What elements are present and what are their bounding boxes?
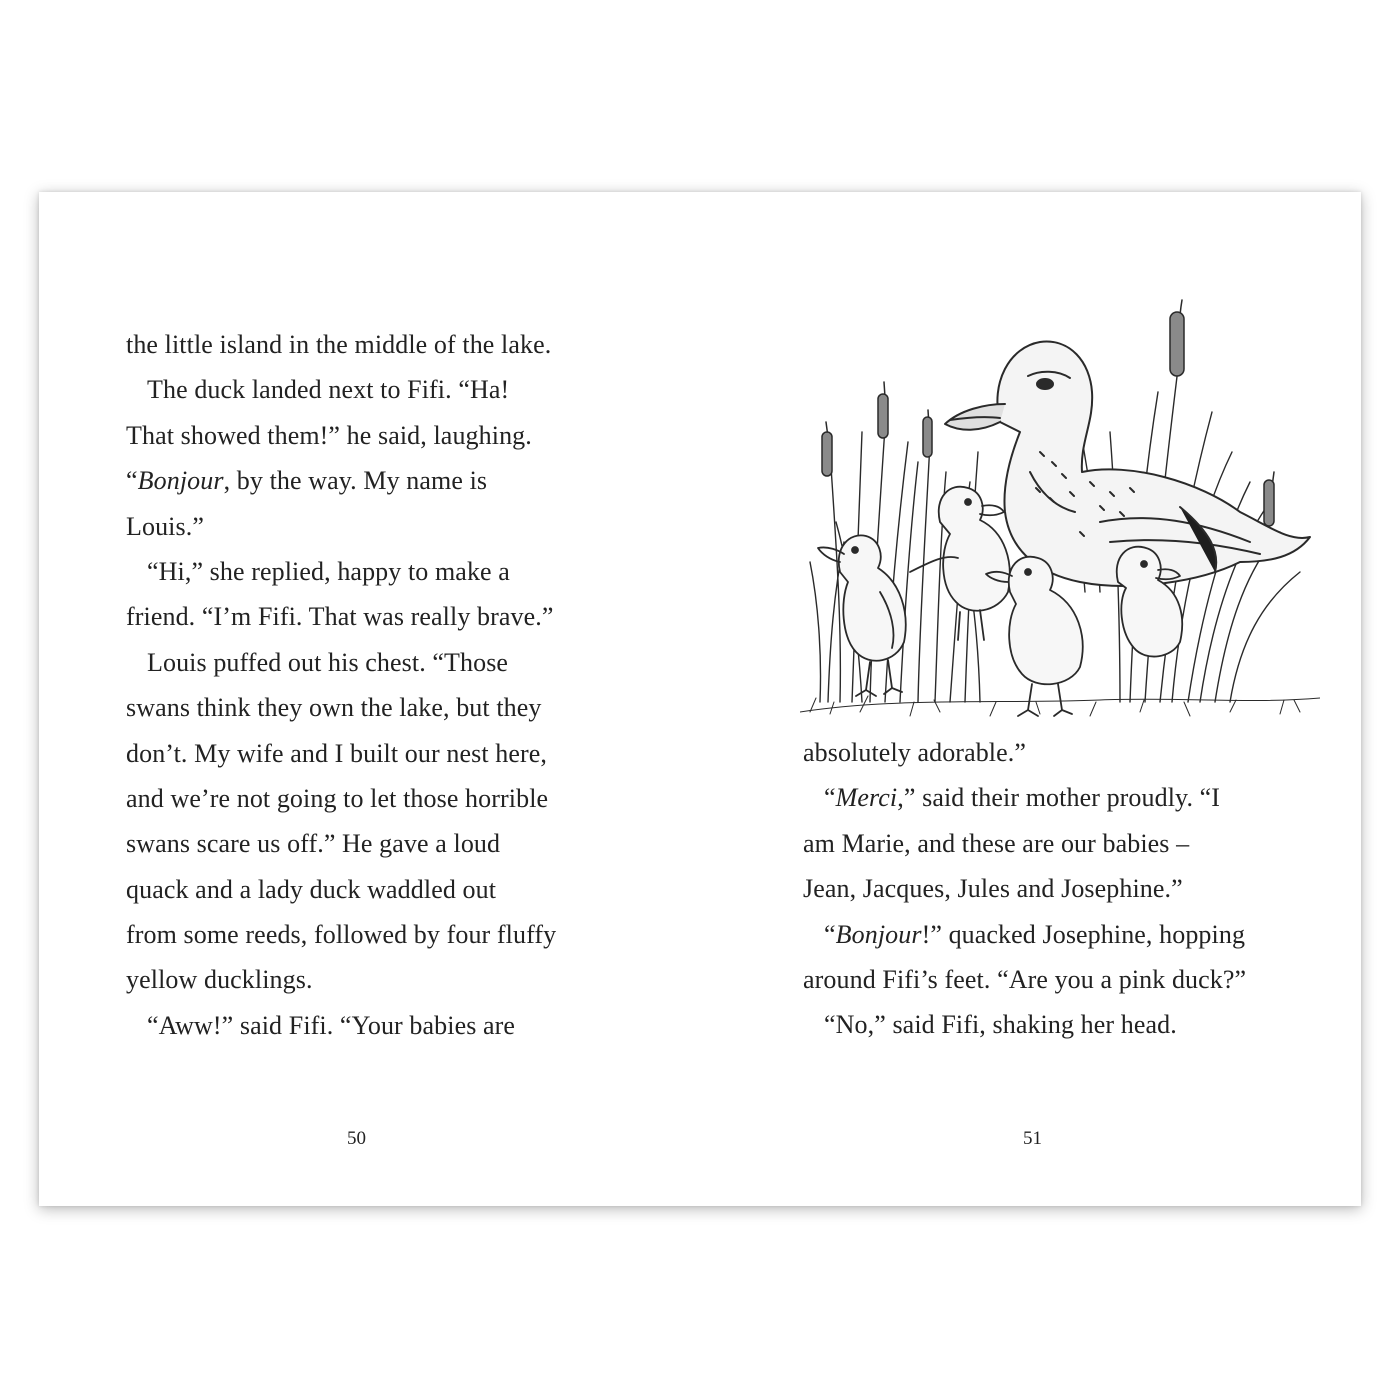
text-segment: “Hi,” she replied, happy to make a [147, 556, 510, 586]
text-line [126, 549, 606, 594]
text-segment: quack and a lady duck waddled out [126, 874, 497, 904]
text-segment: yellow ducklings. [126, 965, 313, 995]
text-line [126, 776, 606, 821]
right-page [700, 192, 1361, 1206]
text-line [803, 775, 1283, 820]
page-number-right: 51 [1023, 1128, 1042, 1149]
text-line [126, 367, 606, 412]
text-segment: “ [824, 783, 836, 813]
left-page-text [126, 322, 606, 1048]
text-segment: am Marie, and these are our babies – [803, 828, 1190, 858]
book-spread [39, 192, 1361, 1206]
text-line [126, 640, 606, 685]
text-segment: That showed them!” he said, laughing. [126, 420, 532, 450]
text-line [126, 957, 606, 1002]
text-segment: “Aww!” said Fifi. “Your babies are [147, 1010, 516, 1040]
duckling-3 [986, 557, 1083, 716]
text-segment: around Fifi’s feet. “Are you a pink duck?” [803, 964, 1247, 994]
text-segment: “No,” said Fifi, shaking her head. [824, 1010, 1177, 1040]
duckling-2 [910, 487, 1010, 640]
right-page-text [803, 730, 1283, 1048]
text-segment: !” quacked Josephine, hopping [921, 919, 1246, 949]
text-line [126, 867, 606, 912]
text-line [126, 821, 606, 866]
text-segment: absolutely adorable.” [803, 738, 1027, 767]
duck-family-illustration [800, 292, 1320, 722]
text-segment: ,” said their mother proudly. “I [897, 783, 1221, 813]
text-line [126, 413, 606, 458]
text-line [126, 1003, 606, 1048]
text-segment: don’t. My wife and I built our nest here, [126, 738, 547, 768]
italic-text: Merci [835, 783, 898, 813]
left-page [39, 192, 700, 1206]
text-segment: Louis puffed out his chest. “Those [147, 647, 509, 677]
page-number-left: 50 [347, 1128, 366, 1149]
text-segment: “ [126, 466, 138, 496]
text-line [803, 957, 1283, 1002]
italic-text: Bonjour [137, 466, 224, 496]
text-segment: the little island in the middle of the lake. [126, 330, 552, 359]
text-line [803, 912, 1283, 957]
text-segment: friend. “I’m Fifi. That was really brave.” [126, 602, 554, 632]
text-line [803, 1002, 1283, 1047]
text-line [803, 821, 1283, 866]
italic-text: Bonjour [835, 919, 922, 949]
text-segment: Louis.” [126, 511, 204, 541]
text-line [126, 685, 606, 730]
text-segment: Jean, Jacques, Jules and Josephine.” [803, 874, 1183, 904]
text-line [126, 322, 606, 367]
text-line [126, 731, 606, 776]
text-line [803, 866, 1283, 911]
text-line [126, 458, 606, 503]
text-segment: from some reeds, followed by four fluffy [126, 920, 557, 950]
text-line [126, 594, 606, 639]
text-line [126, 912, 606, 957]
duckling-1 [818, 535, 906, 696]
text-segment: swans think they own the lake, but they [126, 693, 542, 723]
text-segment: swans scare us off.” He gave a loud [126, 829, 501, 859]
text-segment: “ [824, 919, 836, 949]
text-line [803, 730, 1283, 775]
text-segment: , by the way. My name is [223, 466, 488, 496]
text-line [126, 504, 606, 549]
text-segment: and we’re not going to let those horrible [126, 783, 549, 813]
text-segment: The duck landed next to Fifi. “Ha! [147, 375, 510, 405]
